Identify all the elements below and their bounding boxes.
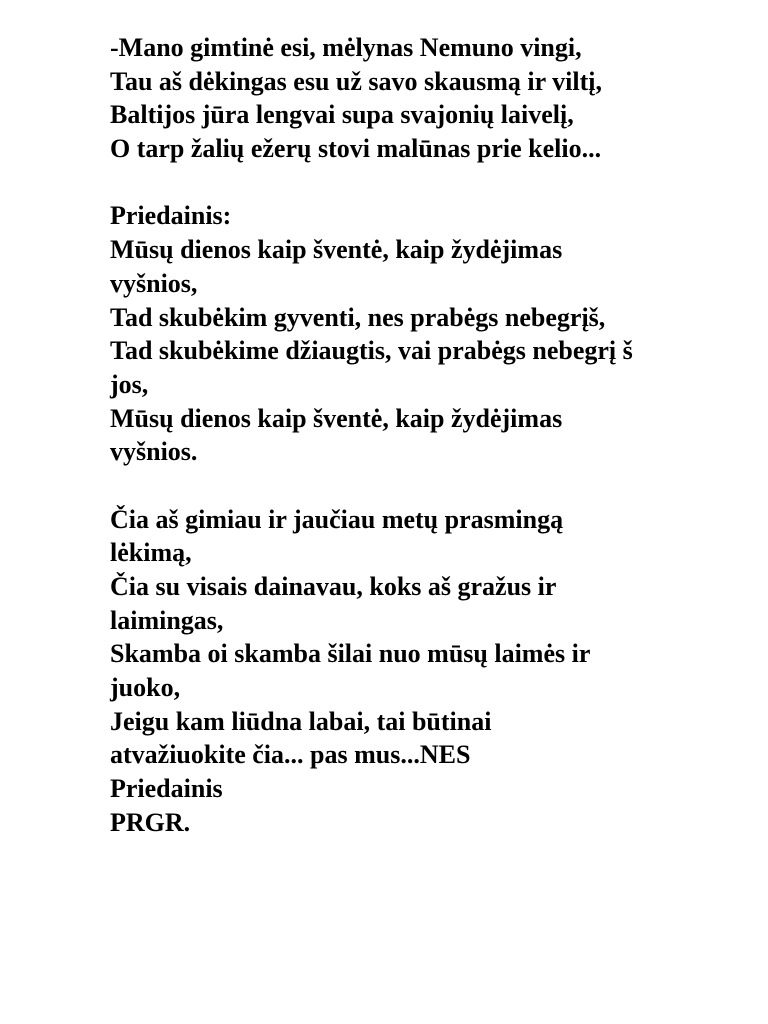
- lyric-line: Tad skubėkime džiaugtis, vai prabėgs nebegrį š: [110, 336, 633, 366]
- stanza-break: [110, 166, 740, 200]
- verse-2: [110, 503, 740, 840]
- lyric-line: Tau aš dėkingas esu už savo skausmą ir viltį,: [110, 66, 602, 96]
- lyric-line: vyšnios.: [110, 437, 198, 467]
- lyric-line: vyšnios,: [110, 268, 198, 298]
- lyric-line: O tarp žalių ežerų stovi malūnas prie kelio...: [110, 134, 602, 164]
- verse-1: [110, 31, 740, 166]
- lyric-line: juoko,: [110, 673, 181, 703]
- lyric-line: Čia aš gimiau ir jaučiau metų prasmingą: [110, 504, 564, 534]
- lyric-line: PRGR.: [110, 807, 191, 837]
- lyric-line: Jeigu kam liūdna labai, tai būtinai: [110, 706, 492, 736]
- stanza-break: [110, 469, 740, 503]
- chorus-reference: Priedainis: [110, 774, 223, 804]
- lyric-line: Baltijos jūra lengvai supa svajonių laivelį,: [110, 100, 574, 130]
- chorus: [110, 199, 740, 469]
- lyric-line: jos,: [110, 369, 149, 399]
- lyric-line: Skamba oi skamba šilai nuo mūsų laimės ir: [110, 639, 591, 669]
- lyric-line: atvažiuokite čia... pas mus...NES: [110, 740, 471, 770]
- lyric-line: Mūsų dienos kaip šventė, kaip žydėjimas: [110, 235, 563, 265]
- lyric-line: lėkimą,: [110, 538, 192, 568]
- chorus-heading: Priedainis:: [110, 201, 232, 231]
- lyric-line: Mūsų dienos kaip šventė, kaip žydėjimas: [110, 403, 563, 433]
- lyric-line: laimingas,: [110, 605, 224, 635]
- lyric-line: -Mano gimtinė esi, mėlynas Nemuno vingi,: [110, 33, 582, 62]
- lyrics-text: [110, 31, 740, 840]
- lyric-line: Čia su visais dainavau, koks aš gražus ir: [110, 572, 557, 601]
- lyric-line: Tad skubėkim gyventi, nes prabėgs nebegrįš,: [110, 302, 606, 332]
